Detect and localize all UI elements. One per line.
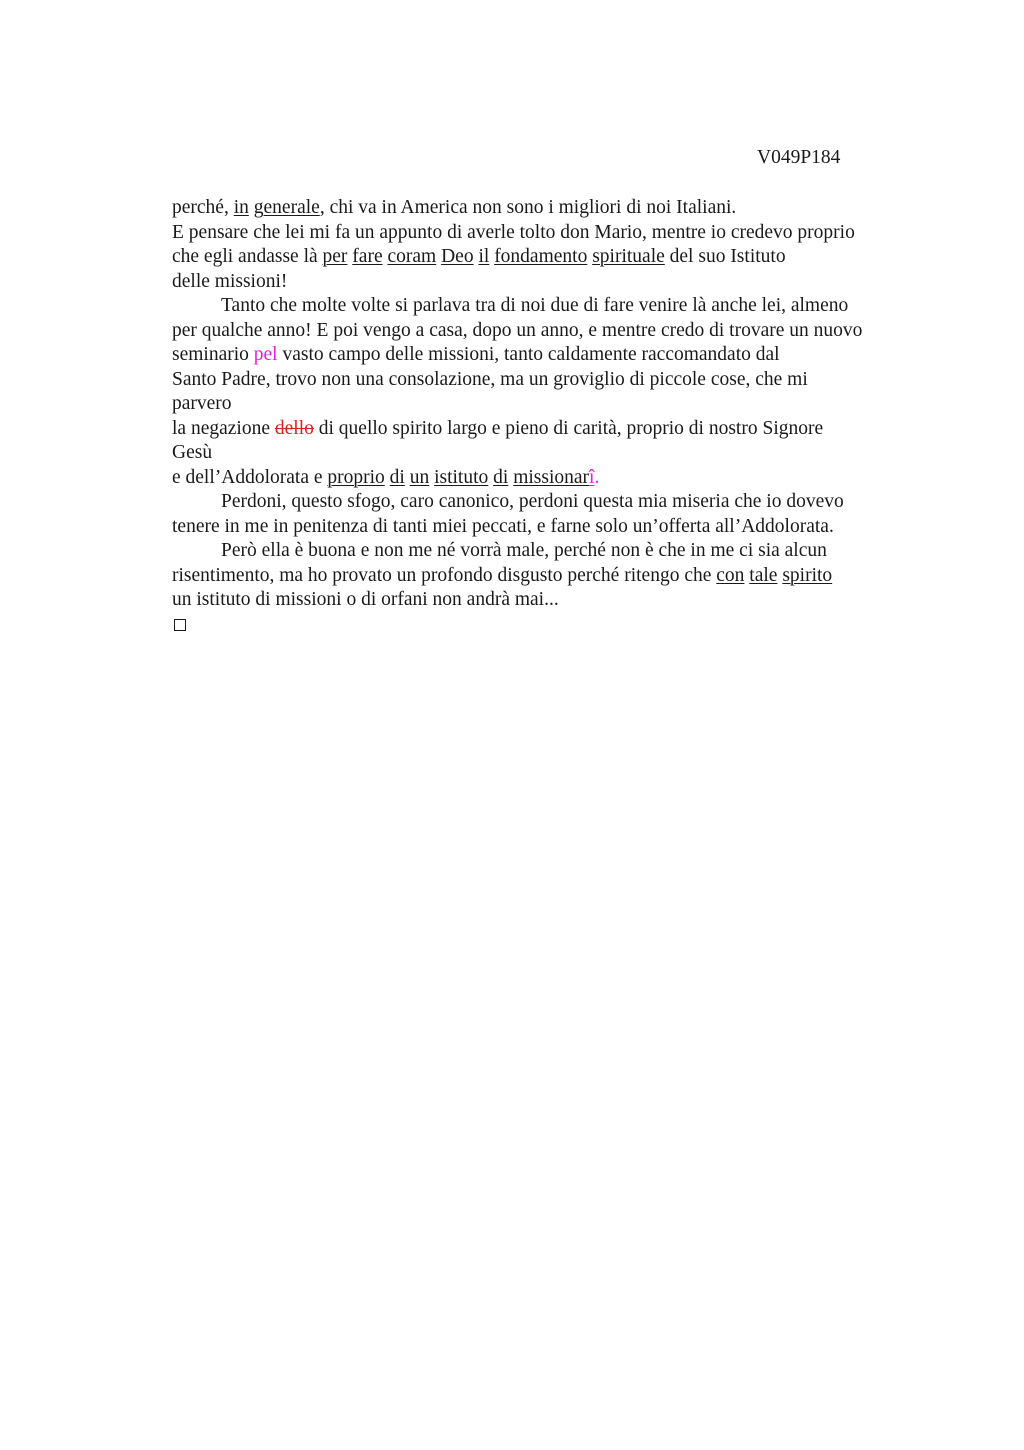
paragraph-start-line: Perdoni, questo sfogo, caro canonico, perdoni questa mia miseria che io dovevo bbox=[221, 491, 844, 512]
end-marker-line bbox=[172, 613, 912, 638]
text-line: un istituto di missioni o di orfani non andrà mai... bbox=[172, 589, 559, 610]
text-line: parvero bbox=[172, 393, 232, 414]
text-line: E pensare che lei mi fa un appunto di averle tolto don Mario, mentre io credevo proprio bbox=[172, 221, 855, 243]
text-line: e dell’Addolorata e proprio di un istituto di missionarî. bbox=[172, 466, 600, 488]
text-line: seminario pel vasto campo delle missioni, tanto caldamente raccomandato dal bbox=[172, 344, 780, 365]
text-line: delle missioni! bbox=[172, 270, 288, 292]
text-line: la negazione dello di quello spirito largo e pieno di carità, proprio di nostro Signore bbox=[172, 417, 824, 439]
text-line: Santo Padre, trovo non una consolazione, ma un groviglio di piccole cose, che mi bbox=[172, 368, 808, 390]
paragraph-start-line: Però ella è buona e non me né vorrà male, perché non è che in me ci sia alcun bbox=[221, 540, 827, 561]
deleted-word: dello bbox=[274, 417, 314, 439]
text-line: che egli andasse là per fare coram Deo il fondamento spirituale del suo Istituto bbox=[172, 246, 786, 267]
end-of-text-box-icon bbox=[174, 619, 186, 631]
text-line: Gesù bbox=[172, 442, 213, 463]
page-id: V049P184 bbox=[757, 147, 841, 168]
inserted-letter: î bbox=[589, 466, 595, 488]
inserted-word: pel bbox=[253, 344, 278, 365]
text-line: tenere in me in penitenza di tanti miei peccati, e farne solo un’offerta all’Addolorata. bbox=[172, 515, 834, 537]
text-line: risentimento, ma ho provato un profondo disgusto perché ritengo che con tale spirito bbox=[172, 564, 833, 586]
text-line: per qualche anno! E poi vengo a casa, dopo un anno, e mentre credo di trovare un nuovo bbox=[172, 319, 863, 341]
letter-text bbox=[172, 196, 912, 637]
text-line: perché, in generale, chi va in America non sono i migliori di noi Italiani. bbox=[172, 197, 737, 218]
paragraph-start-line: Tanto che molte volte si parlava tra di noi due di fare venire là anche lei, almeno bbox=[221, 295, 849, 316]
